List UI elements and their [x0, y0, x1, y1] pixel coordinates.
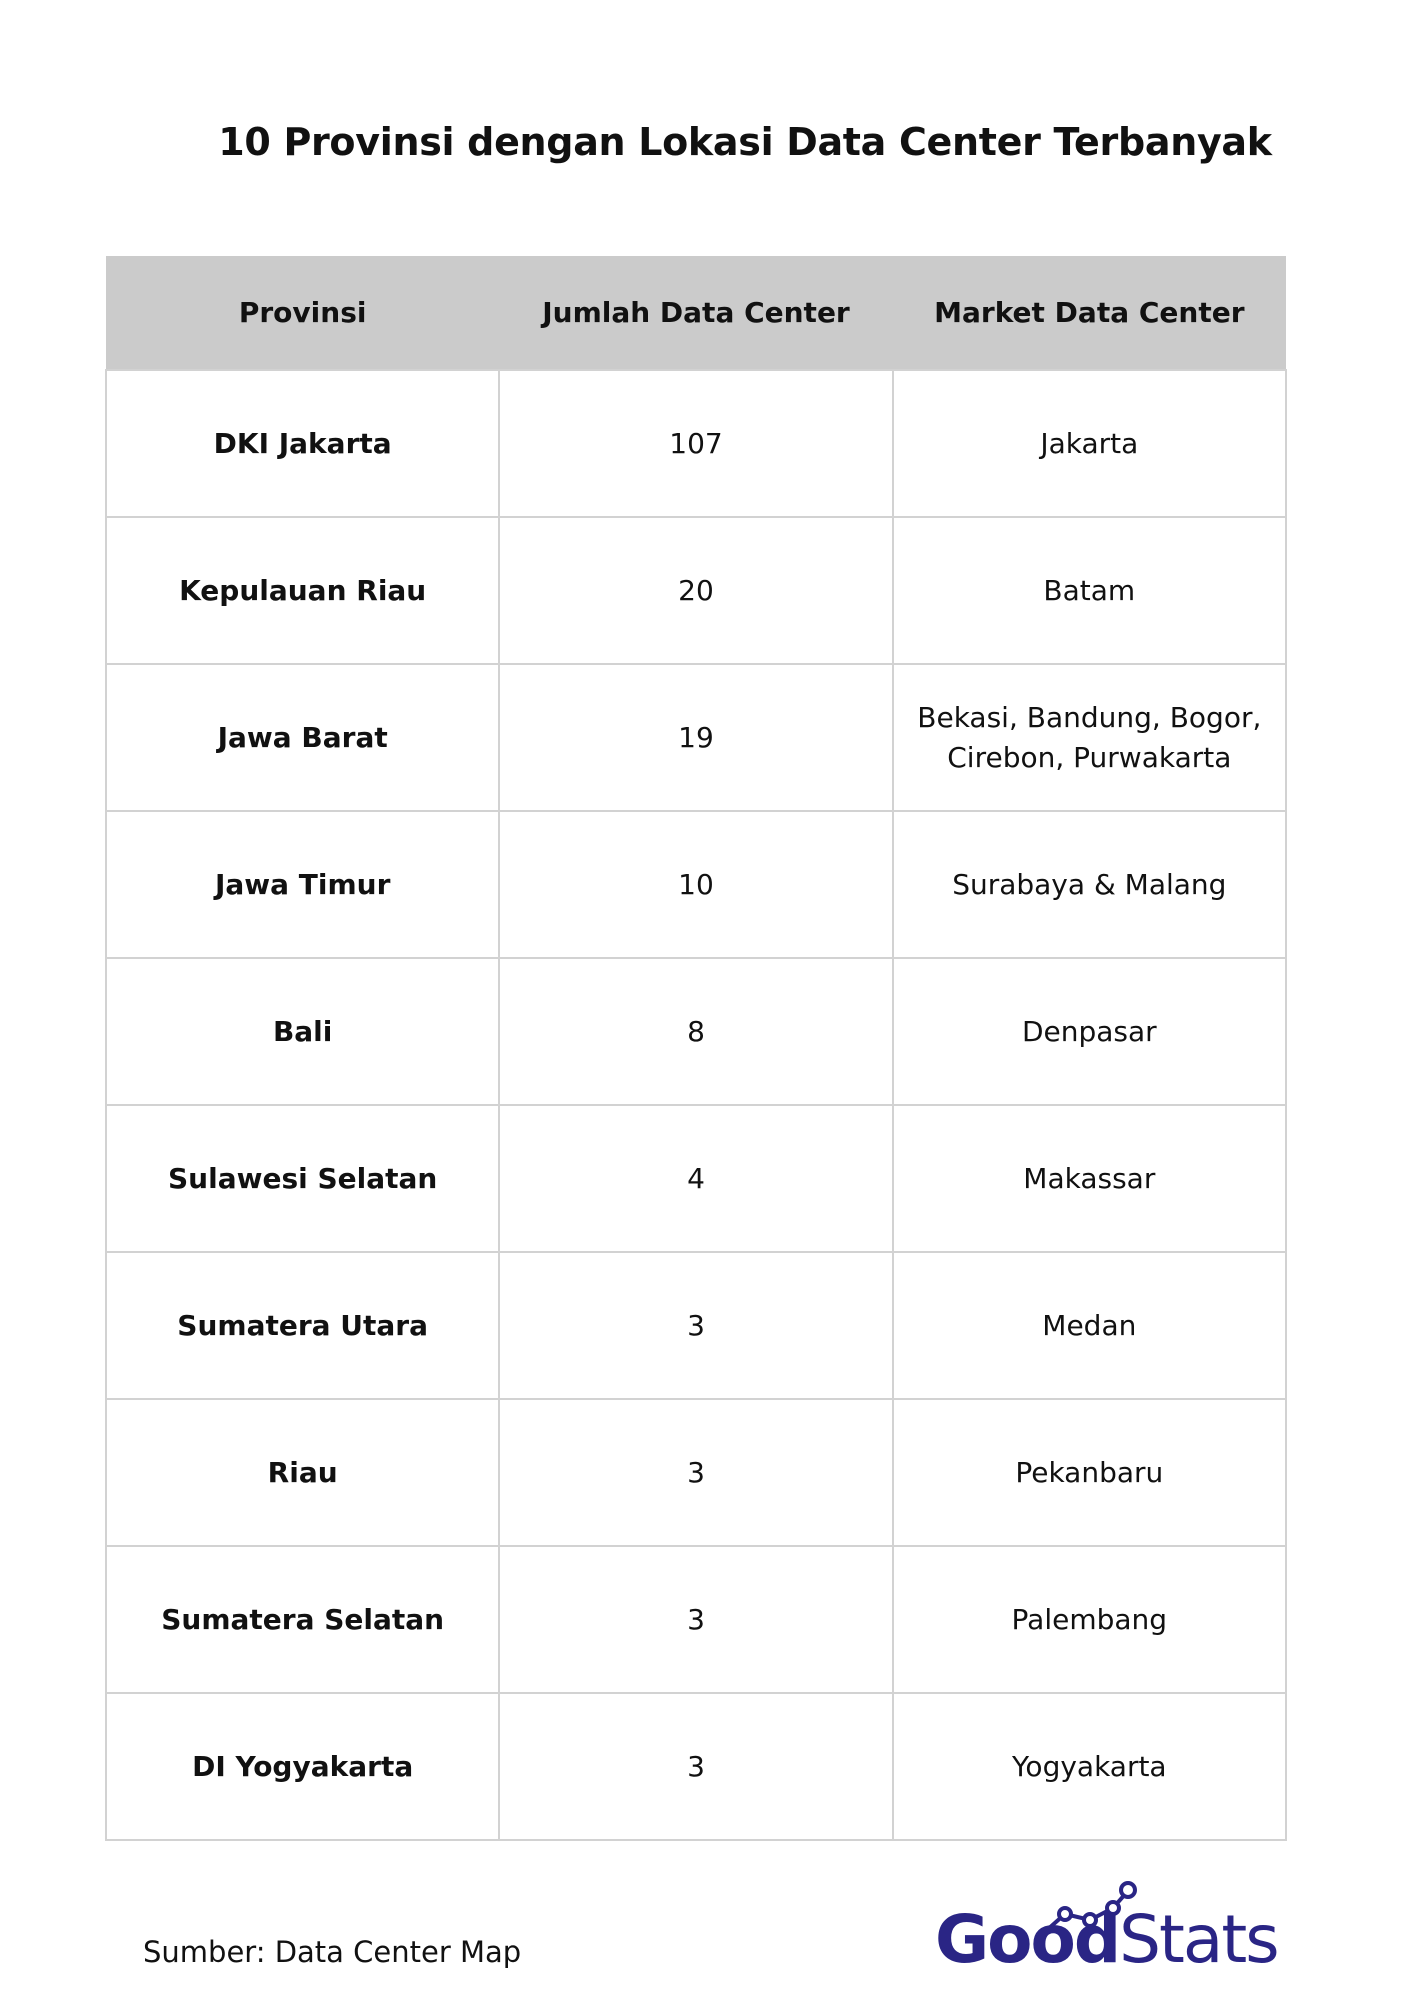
logo-stats: Stats [1119, 1901, 1278, 1978]
cell-jumlah: 4 [499, 1105, 892, 1252]
cell-jumlah: 107 [499, 370, 892, 517]
table-row [106, 664, 1286, 811]
source-note: Sumber: Data Center Map [143, 1935, 522, 1969]
header-market: Market Data Center [893, 256, 1286, 370]
cell-jumlah: 3 [499, 1252, 892, 1399]
cell-market: Pekanbaru [893, 1399, 1286, 1546]
cell-jumlah: 8 [499, 958, 892, 1105]
cell-provinsi: Jawa Timur [106, 811, 499, 958]
cell-market: Bekasi, Bandung, Bogor, Cirebon, Purwakarta [893, 664, 1286, 811]
cell-provinsi: Sulawesi Selatan [106, 1105, 499, 1252]
cell-market: Jakarta [893, 370, 1286, 517]
logo-good: Good [935, 1901, 1120, 1978]
cell-provinsi: DKI Jakarta [106, 370, 499, 517]
table-row [106, 811, 1286, 958]
table-row [106, 1546, 1286, 1693]
cell-provinsi: Bali [106, 958, 499, 1105]
table-row [106, 958, 1286, 1105]
cell-jumlah: 10 [499, 811, 892, 958]
page-title: 10 Provinsi dengan Lokasi Data Center Terbanyak [218, 120, 1272, 164]
header-jumlah: Jumlah Data Center [499, 256, 892, 370]
data-center-table [105, 256, 1287, 1841]
table-row [106, 1399, 1286, 1546]
goodstats-logo [935, 1868, 1295, 1980]
table-row [106, 1693, 1286, 1840]
cell-provinsi: Jawa Barat [106, 664, 499, 811]
cell-market: Palembang [893, 1546, 1286, 1693]
cell-market: Yogyakarta [893, 1693, 1286, 1840]
cell-provinsi: Riau [106, 1399, 499, 1546]
table-row [106, 370, 1286, 517]
cell-market: Medan [893, 1252, 1286, 1399]
table-row [106, 1252, 1286, 1399]
cell-market: Batam [893, 517, 1286, 664]
table-row [106, 1105, 1286, 1252]
cell-jumlah: 3 [499, 1399, 892, 1546]
table-header-row [106, 256, 1286, 370]
cell-jumlah: 19 [499, 664, 892, 811]
cell-jumlah: 20 [499, 517, 892, 664]
cell-market: Surabaya & Malang [893, 811, 1286, 958]
table-row [106, 517, 1286, 664]
cell-market: Denpasar [893, 958, 1286, 1105]
cell-jumlah: 3 [499, 1693, 892, 1840]
cell-provinsi: Kepulauan Riau [106, 517, 499, 664]
header-provinsi: Provinsi [106, 256, 499, 370]
cell-provinsi: DI Yogyakarta [106, 1693, 499, 1840]
cell-market: Makassar [893, 1105, 1286, 1252]
cell-provinsi: Sumatera Selatan [106, 1546, 499, 1693]
cell-jumlah: 3 [499, 1546, 892, 1693]
logo-wordmark [935, 1900, 1278, 1980]
cell-provinsi: Sumatera Utara [106, 1252, 499, 1399]
